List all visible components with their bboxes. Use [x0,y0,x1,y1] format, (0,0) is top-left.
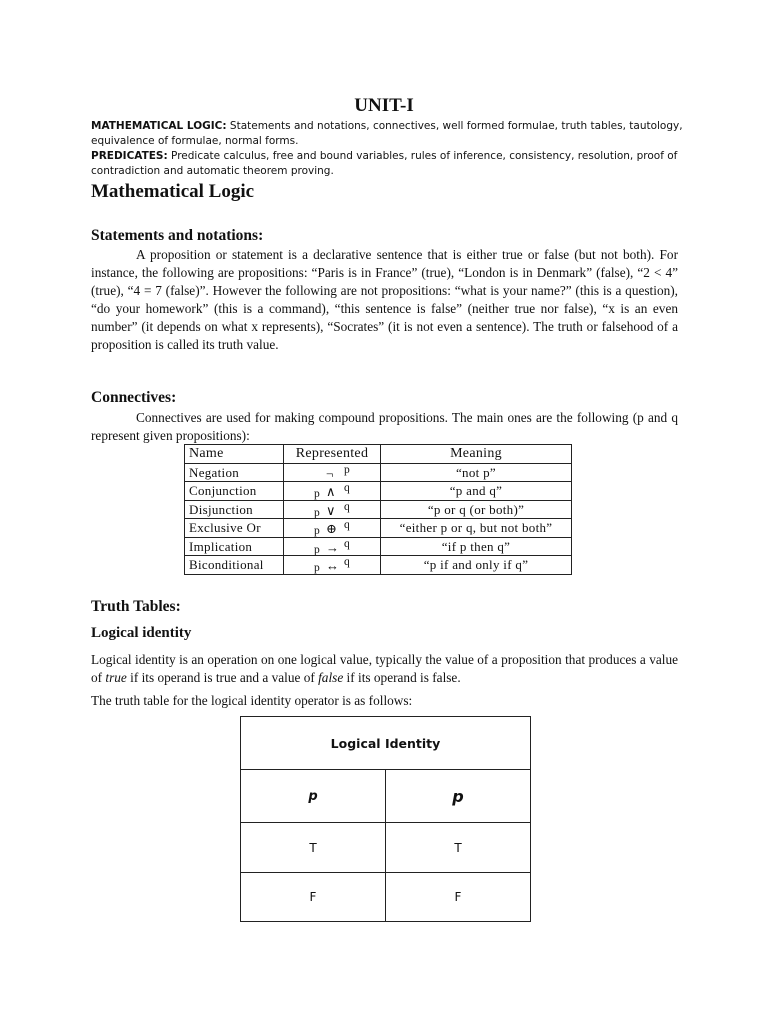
syllabus-ml-text: Statements and notations, connectives, well formed formulae, truth tables, tautology, equivalence of formulae, normal forms. [91,120,683,147]
syllabus-pred-label: PREDICATES: [91,150,168,162]
connective-symbol: ¬ p [284,463,381,482]
connective-name: Exclusive Or [185,519,284,538]
identity-table-title: Logical Identity [241,717,531,770]
connective-name: Disjunction [185,500,284,519]
connective-meaning: “p and q” [381,482,572,501]
connective-meaning: “p or q (or both)” [381,500,572,519]
col-header-name: Name [185,445,284,464]
identity-cell: T [241,823,386,873]
identity-intro: The truth table for the logical identity operator is as follows: [91,693,413,708]
logical-identity-table [240,716,531,922]
identity-col-header-input: p [241,770,386,823]
connective-name: Negation [185,463,284,482]
connective-meaning: “either p or q, but not both” [381,519,572,538]
logical-identity-paragraph [91,651,678,687]
table-row [185,463,572,482]
connective-name: Biconditional [185,556,284,575]
statements-paragraph: A proposition or statement is a declarative sentence that is either true or false (but not both). For instance, the following are propositions: “Paris is in France” (true), “London is in Denmark” (false), “2 < 4” (true), “4 = 7 (false)”. However the following are not propositions: “what is your name?” (this is a question), “do your homework” (this is a command), “this sentence is false” (neither true nor false), “x is an even number” (it depends on what x represents), “Socrates” (it is not even a sentence). The truth or falsehood of a proposition is called its truth value. [91,247,678,352]
connectives-table-header [185,445,572,464]
table-row [241,873,531,922]
connective-meaning: “not p” [381,463,572,482]
connective-symbol: p ⊕ q [284,519,381,538]
connective-meaning: “p if and only if q” [381,556,572,575]
identity-col-header-output: p [386,770,531,823]
connectives-paragraph: Connectives are used for making compound propositions. The main ones are the following (p and q represent given propositions): [91,410,678,443]
syllabus-mathematical-logic [91,119,691,149]
connective-symbol: p ↔ q [284,556,381,575]
connectives-table [184,444,572,575]
identity-cell: F [386,873,531,922]
table-row [185,482,572,501]
heading-mathematical-logic: Mathematical Logic [91,181,255,202]
table-row [185,519,572,538]
heading-truth-tables: Truth Tables: [91,598,181,615]
connective-symbol: p ∧ q [284,482,381,501]
connective-name: Implication [185,537,284,556]
table-row [241,823,531,873]
identity-cell: T [386,823,531,873]
page-title: UNIT-I [354,95,414,116]
para-text: if its operand is true and a value of [126,670,319,685]
syllabus-ml-label: MATHEMATICAL LOGIC: [91,120,227,132]
table-row [185,500,572,519]
connective-symbol: p ∨ q [284,500,381,519]
para-text: Logical identity is an operation on one logical value, typically the value of a proposition that produces a value of [91,652,678,685]
connective-name: Conjunction [185,482,284,501]
heading-statements: Statements and notations: [91,227,264,244]
connective-meaning: “if p then q” [381,537,572,556]
table-row [185,556,572,575]
table-row [185,537,572,556]
syllabus-predicates [91,149,691,179]
connective-symbol: p → q [284,537,381,556]
para-false: false [318,670,344,685]
heading-logical-identity: Logical identity [91,625,192,641]
col-header-meaning: Meaning [381,445,572,464]
heading-connectives: Connectives: [91,389,177,406]
para-true: true [105,670,127,685]
para-text: if its operand is false. [343,670,461,685]
syllabus-pred-text: Predicate calculus, free and bound variables, rules of inference, consistency, resolution, proof of contradiction and automatic theorem proving. [91,150,678,177]
identity-cell: F [241,873,386,922]
col-header-represented: Represented [284,445,381,464]
